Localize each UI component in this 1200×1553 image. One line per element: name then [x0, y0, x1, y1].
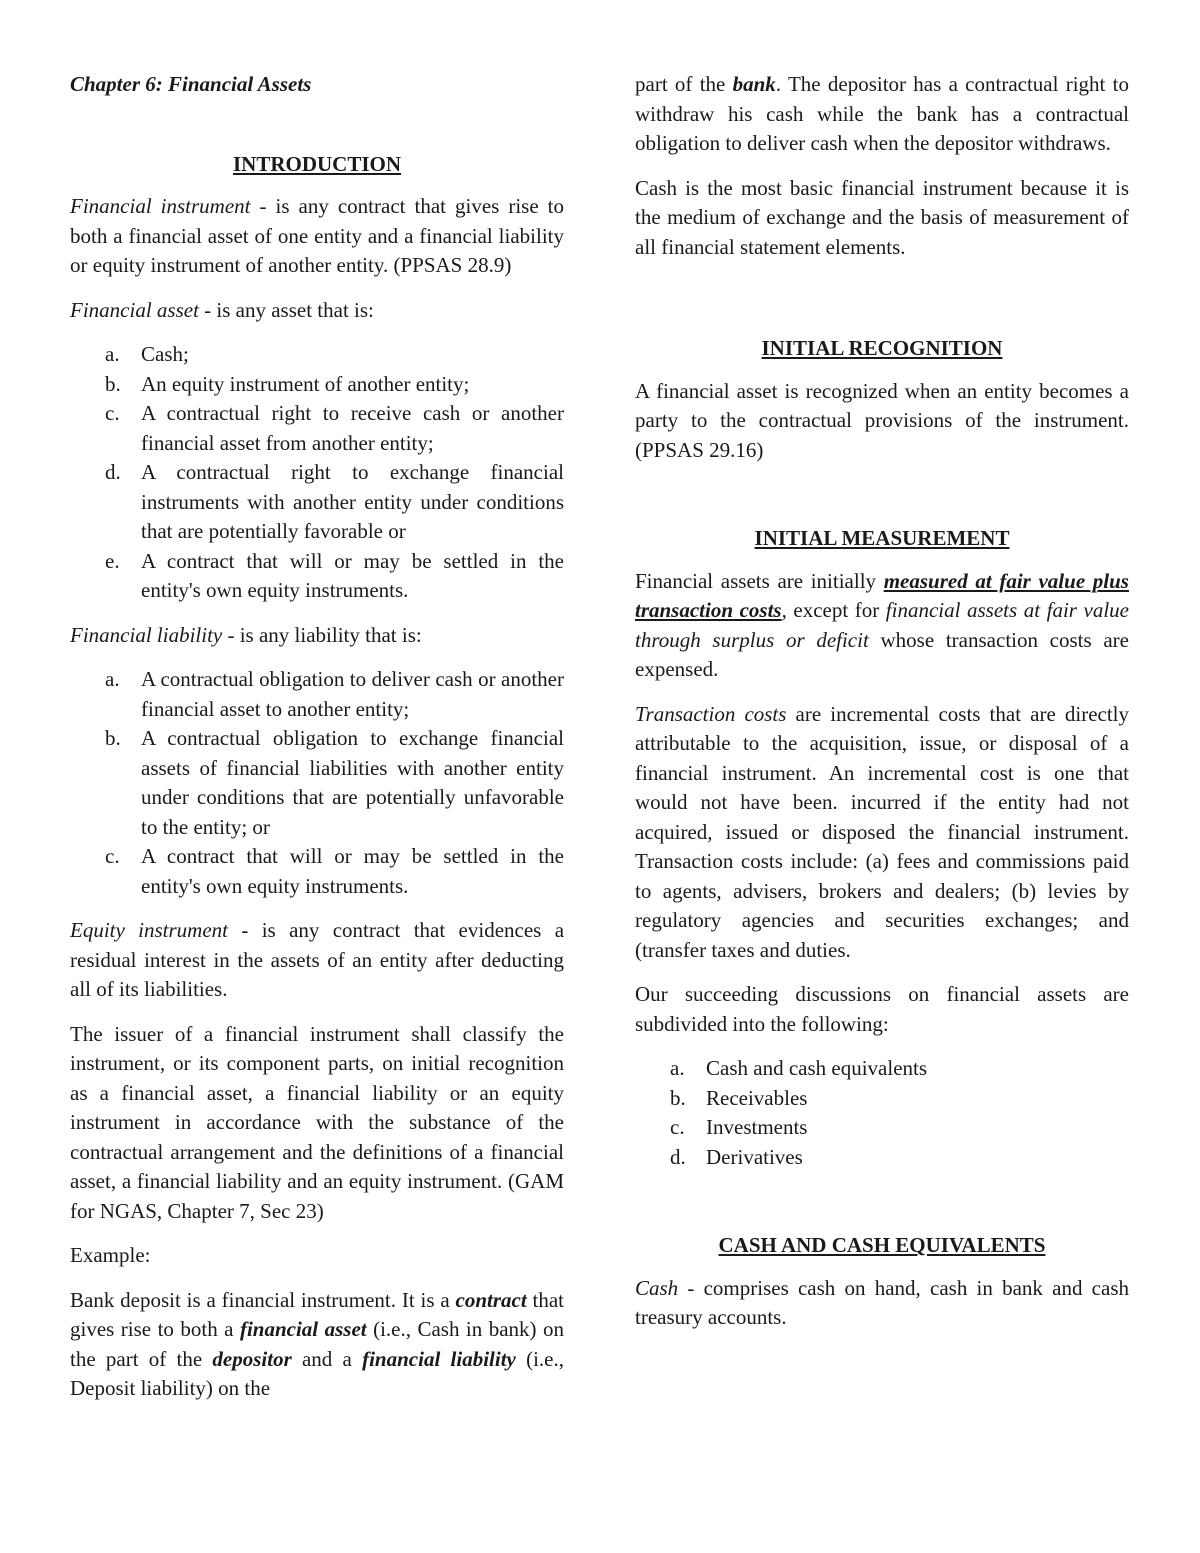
definition-text: - is any asset that is: [198, 297, 374, 322]
right-column [635, 70, 1129, 1348]
text-run: whose transaction costs are expensed. [635, 627, 1129, 681]
text-run: Financial assets are initially [635, 568, 884, 593]
list-marker: a. [105, 667, 120, 691]
initial-measurement-heading: INITIAL MEASUREMENT [754, 526, 1010, 550]
list-item [70, 458, 564, 547]
definition-term: Cash [635, 1275, 679, 1300]
emphasis-financial-asset: financial asset [239, 1317, 367, 1341]
text-run: , except for [781, 598, 886, 622]
emphasis-bank: bank [732, 72, 776, 96]
list-item-text: An equity instrument of another entity; [141, 371, 470, 396]
definition-term: Financial instrument [70, 194, 251, 218]
list-item-text: A contractual obligation to exchange financial assets of financial liabilities with another entity under conditions that are potentially unfavorable to the entity; or [141, 726, 564, 839]
definition-term: Financial liability [70, 622, 223, 647]
definition-text: are incremental costs that are directly attributable to the acquisition, issue, or disposal of a financial instrument. An incremental cost is one that would not have been. incurred if the entity had not acquired, issued or disposed the financial instrument. Transaction costs include: (a) fees and commissions paid to agents, advisers, brokers and dealers; (b) levies by regulatory agencies and securities exchanges; and (transfer taxes and duties. [635, 701, 1130, 962]
definition-term: Equity instrument [70, 918, 229, 942]
list-item [70, 842, 564, 901]
list-marker: c. [105, 401, 120, 425]
list-item [70, 370, 564, 400]
emphasis-depositor: depositor [212, 1346, 292, 1371]
section-spacer [635, 1187, 1129, 1231]
text-run: that gives rise to both a [70, 1287, 564, 1341]
list-item-text: Derivatives [706, 1144, 803, 1169]
list-item [635, 1054, 1129, 1084]
list-item-text: A contractual obligation to deliver cash or another financial asset to another entity; [141, 667, 564, 721]
initial-recognition-paragraph: A financial asset is recognized when an entity becomes a party to the contractual provisions of the instrument. (PPSAS 29.16) [635, 378, 1129, 462]
list-marker: c. [105, 844, 120, 868]
list-item [635, 1143, 1129, 1173]
emphasis-fvtsd: financial assets at fair value through surplus or deficit [635, 598, 1129, 652]
list-item [635, 1084, 1129, 1114]
definition-text: - comprises cash on hand, cash in bank and cash treasury accounts. [635, 1275, 1129, 1329]
list-item-text: Cash and cash equivalents [706, 1056, 928, 1080]
measurement-paragraph [635, 567, 1129, 685]
list-item-text: Investments [706, 1115, 808, 1139]
list-marker: d. [670, 1144, 686, 1169]
definition-text: - is any contract that evidences a residual interest in the assets of an entity after deducting all of its liabilities. [70, 918, 565, 1001]
financial-liability-list [70, 665, 564, 901]
list-marker: b. [105, 371, 121, 396]
left-column [70, 70, 564, 1419]
example-label: Example: [70, 1243, 151, 1267]
list-item [70, 724, 564, 842]
list-item-text: A contract that will or may be settled in the entity's own equity instruments. [141, 844, 564, 898]
list-item [70, 665, 564, 724]
list-marker: e. [105, 548, 120, 573]
chapter-title: Chapter 6: Financial Assets [70, 72, 312, 96]
definition-text: - is any contract that gives rise to both a financial asset of one entity and a financial liability or equity instrument of another entity. (PPSAS 28.9) [70, 194, 564, 277]
financial-liability-definition [70, 621, 564, 651]
issuer-paragraph: The issuer of a financial instrument shall classify the instrument, or its component parts, on initial recognition as a financial asset, a financial liability or an equity instrument in accordance with the substance of the contractual arrangement and the definitions of a financial asset, a financial liability and an equity instrument. (GAM for NGAS, Chapter 7, Sec 23) [70, 1021, 564, 1223]
emphasis-financial-liability: financial liability [362, 1346, 516, 1371]
transaction-costs-paragraph [635, 700, 1129, 966]
list-marker: a. [670, 1056, 685, 1080]
text-run: (i.e., Deposit liability) on the [70, 1346, 564, 1400]
emphasis-contract: contract [455, 1287, 527, 1312]
text-run: part of the [635, 72, 733, 96]
list-item [70, 547, 564, 606]
list-item-text: Cash; [141, 342, 189, 366]
succeeding-paragraph: Our succeeding discussions on financial assets are subdivided into the following: [635, 982, 1129, 1036]
section-spacer [635, 480, 1129, 524]
equity-instrument-definition [70, 916, 564, 1005]
bank-deposit-paragraph [70, 1286, 564, 1404]
cash-basic-paragraph: Cash is the most basic financial instrument because it is the medium of exchange and the basis of measurement of all financial statement elements. [635, 175, 1129, 259]
list-marker: d. [105, 460, 121, 484]
list-item-text: A contract that will or may be settled in the entity's own equity instruments. [141, 548, 564, 602]
list-marker: a. [105, 342, 120, 366]
list-item [635, 1113, 1129, 1143]
financial-asset-definition [70, 296, 564, 326]
list-item [70, 340, 564, 370]
list-item [70, 399, 564, 458]
financial-asset-list [70, 340, 564, 606]
section-spacer [635, 277, 1129, 334]
text-run: and a [291, 1346, 363, 1371]
list-marker: c. [670, 1115, 685, 1139]
list-item-text: A contractual right to exchange financial instruments with another entity under conditions that are potentially favorable or [141, 460, 564, 543]
definition-term: Transaction costs [635, 701, 787, 726]
definition-text: - is any liability that is: [222, 622, 422, 647]
emphasis-measured-at-fair-value: measured at fair value plus transaction costs [635, 568, 1129, 622]
list-marker: b. [105, 726, 121, 750]
financial-instrument-definition [70, 192, 564, 281]
list-marker: b. [670, 1085, 686, 1110]
definition-term: Financial asset [70, 297, 199, 322]
bank-deposit-continuation [635, 70, 1129, 159]
cash-definition [635, 1274, 1129, 1333]
text-run: (i.e., Cash in bank) on the part of the [70, 1317, 565, 1371]
introduction-heading: INTRODUCTION [232, 151, 402, 176]
list-item-text: Receivables [706, 1085, 808, 1110]
list-item-text: A contractual right to receive cash or another financial asset from another entity; [141, 401, 564, 455]
initial-recognition-heading: INITIAL RECOGNITION [761, 336, 1003, 360]
cash-equivalents-heading: CASH AND CASH EQUIVALENTS [718, 1233, 1046, 1257]
text-run: Bank deposit is a financial instrument. It is a [70, 1287, 456, 1312]
topics-list [635, 1054, 1129, 1172]
text-run: . The depositor has a contractual right to withdraw his cash while the bank has a contractual obligation to deliver cash when the depositor withdraws. [635, 72, 1130, 155]
